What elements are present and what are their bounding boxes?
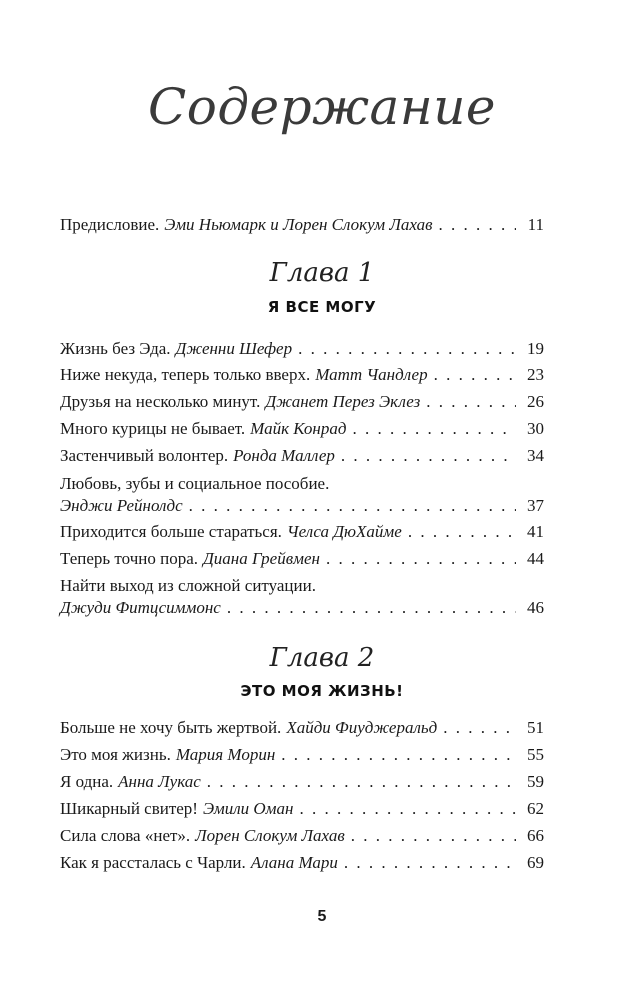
leader-dots [426, 391, 516, 413]
entry-page: 46 [527, 598, 544, 617]
leader-dots [344, 852, 516, 874]
toc-entry[interactable] [60, 744, 544, 766]
chapter-1-name: Я ВСЕ МОГУ [267, 298, 377, 316]
entry-title: Жизнь без Эда. [60, 339, 171, 358]
leader-dots [227, 597, 516, 619]
toc-entry[interactable] [60, 575, 544, 619]
entry-page: 26 [527, 392, 544, 411]
toc-entry[interactable] [60, 798, 544, 820]
entry-title: Друзья на несколько минут. [60, 392, 261, 411]
entry-page: 44 [527, 549, 544, 568]
entry-title: Как я рассталась с Чарли. [60, 853, 246, 872]
leader-dots [326, 548, 516, 570]
entry-author: Алана Мари [250, 853, 338, 872]
entry-author: Джанет Перез Эклез [265, 392, 421, 411]
entry-title: Я одна. [60, 772, 114, 791]
entry-title: Теперь точно пора. [60, 549, 198, 568]
toc-entry[interactable] [60, 445, 544, 467]
leader-dots [341, 445, 516, 467]
entry-author: Лорен Слокум Лахав [195, 826, 345, 845]
leader-dots [352, 418, 516, 440]
toc-entry[interactable] [60, 391, 544, 413]
entry-author: Эмили Оман [202, 799, 294, 818]
entry-author: Челса ДюХайме [286, 522, 402, 541]
entry-page: 37 [527, 496, 544, 515]
entry-author: Дженни Шефер [175, 339, 293, 358]
entry-page: 59 [527, 772, 544, 791]
entry-author: Диана Грейвмен [202, 549, 320, 568]
entry-page: 23 [527, 365, 544, 384]
entry-author: Эми Ньюмарк и Лорен Слокум Лахав [164, 215, 433, 234]
toc-entry[interactable] [60, 825, 544, 847]
entry-author: Энджи Рейнолдс [60, 496, 183, 515]
entry-title: Шикарный свитер! [60, 799, 198, 818]
entry-title: Застенчивый волонтер. [60, 446, 229, 465]
entry-author: Матт Чандлер [315, 365, 428, 384]
entry-author: Мария Морин [175, 745, 276, 764]
toc-entry[interactable] [60, 338, 544, 360]
entry-title: Сила слова «нет». [60, 826, 191, 845]
entry-title: Найти выход из сложной ситуации. [60, 576, 316, 595]
leader-dots [434, 364, 516, 386]
entry-page: 62 [527, 799, 544, 818]
leader-dots [299, 798, 516, 820]
toc-entry[interactable] [60, 771, 544, 793]
entry-page: 11 [527, 215, 544, 234]
toc-entry[interactable] [60, 717, 544, 739]
entry-title: Это моя жизнь. [60, 745, 171, 764]
leader-dots [281, 744, 516, 766]
entry-page: 66 [527, 826, 544, 845]
entry-page: 30 [527, 419, 544, 438]
toc-entry[interactable] [60, 521, 544, 543]
entry-page: 51 [527, 718, 544, 737]
chapter-2-label: Глава 2 [269, 643, 375, 673]
entry-page: 34 [527, 446, 544, 465]
entry-author: Анна Лукас [118, 772, 201, 791]
leader-dots [189, 495, 516, 517]
entry-title: Много курицы не бывает. [60, 419, 246, 438]
leader-dots [439, 214, 516, 236]
entry-author: Джуди Фитцсиммонс [60, 598, 221, 617]
toc-entry[interactable] [60, 473, 544, 517]
toc-entry[interactable] [60, 548, 544, 570]
entry-title: Предисловие. [60, 215, 160, 234]
entry-title: Приходится больше стараться. [60, 522, 282, 541]
chapter-1-label: Глава 1 [269, 258, 375, 288]
entry-author: Хайди Фиуджеральд [286, 718, 438, 737]
toc-entry[interactable] [60, 852, 544, 874]
leader-dots [443, 717, 516, 739]
leader-dots [408, 521, 516, 543]
page-number: 5 [317, 908, 327, 925]
entry-page: 19 [527, 339, 544, 358]
entry-author: Майк Конрад [250, 419, 347, 438]
entry-author: Ронда Маллер [233, 446, 335, 465]
entry-title: Ниже некуда, теперь только вверх. [60, 365, 311, 384]
page-title: Содержание [147, 78, 497, 136]
entry-title: Больше не хочу быть жертвой. [60, 718, 282, 737]
toc-entry[interactable] [60, 364, 544, 386]
leader-dots [207, 771, 516, 793]
chapter-2-name: ЭТО МОЯ ЖИЗНЬ! [240, 682, 404, 700]
toc-entry[interactable] [60, 418, 544, 440]
entry-page: 69 [527, 853, 544, 872]
entry-page: 41 [527, 522, 544, 541]
entry-page: 55 [527, 745, 544, 764]
leader-dots [351, 825, 516, 847]
leader-dots [298, 338, 516, 360]
entry-title: Любовь, зубы и социальное пособие. [60, 474, 330, 493]
toc-entry-preface[interactable] [60, 214, 544, 236]
